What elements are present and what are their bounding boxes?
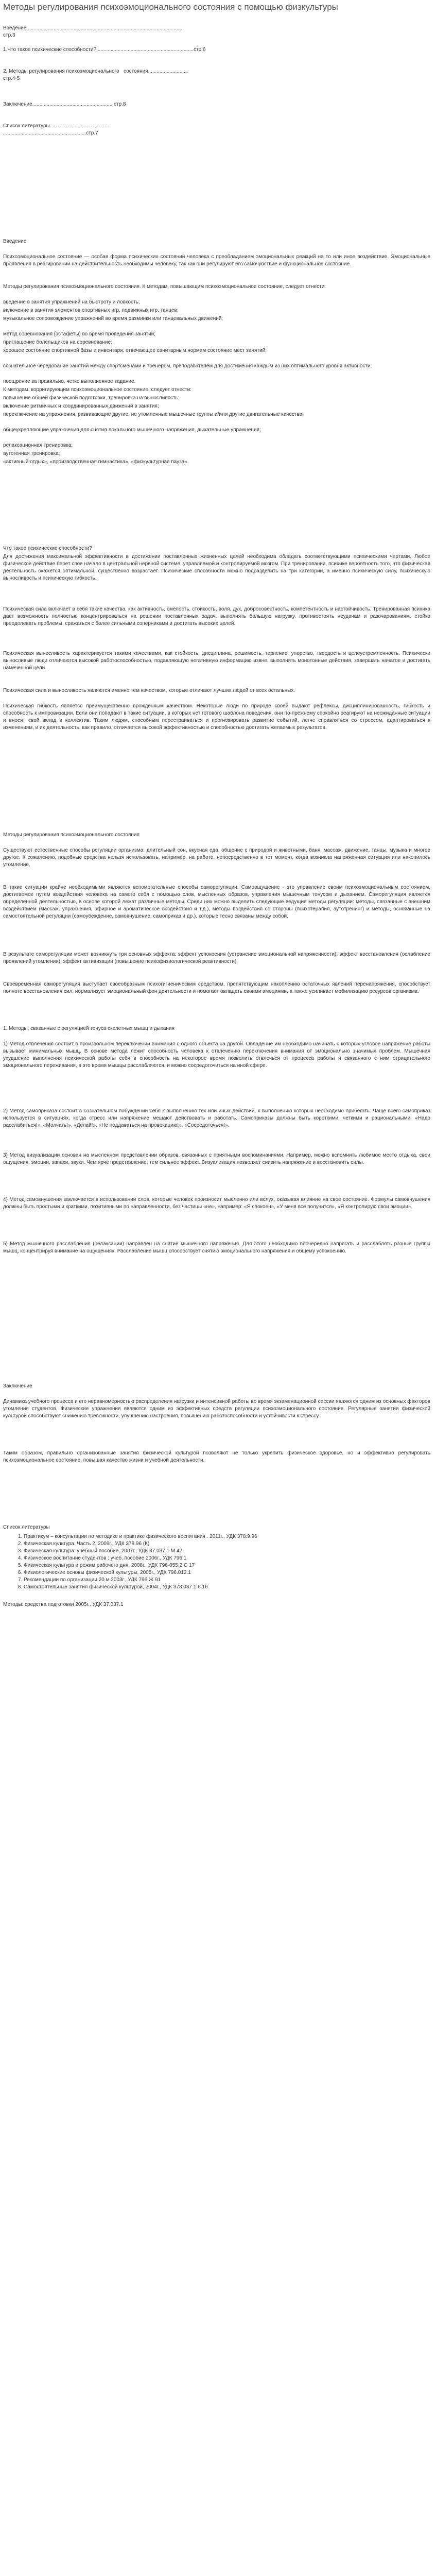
intro-list-item: релаксационная тренировка;	[3, 443, 73, 448]
intro-list-item: включение ритмичных и координированных движений в занятия;	[3, 403, 159, 409]
reference-item: 6. Физиологические основы физической культуры, 2005г., УДК 796.012.1	[24, 1569, 435, 1577]
intro-paragraph: К методам, корригирующим психоэмоциональное состояние, следует отнести:	[3, 387, 191, 393]
intro-list-item: метод соревнования (эстафеты) во время проведения занятий;	[3, 331, 156, 337]
reference-item: 1. Практикум – консультации по методике и практике физического воспитания . 2011г., УДК 378:9.96	[24, 1533, 435, 1540]
section-1-heading: Что такое психические способности?	[3, 546, 92, 551]
toc-item-1: 1.Что такое психические способности?....................................................................стр.6	[3, 47, 206, 53]
toc-references-page: ..........................................................стр.7	[3, 130, 98, 136]
section-1-paragraph: Психическая сила включает в себя такие качества, как активность, смелость, стойкость, воля, дух, добросовестность, компетентность и настойчивость. Тренированная психика дает возможность полностью концентрироваться на решении поставленных задач, выполнять большую нагрузку, противостоять неудачам и разочарованиям, стойко преодолевать проблемы, сражаться с более сильными соперниками и достигать высоких целей.	[3, 606, 430, 626]
reference-item: 8. Самостоятельные занятия физической культурой, 2004г., УДК 378.037.1.6.16	[24, 1584, 435, 1591]
reference-item: 4. Физическое воспитание студентов : учеб. пособие 2006г., УДК 796.1	[24, 1555, 435, 1562]
intro-list-item: включение в занятия элементов спортивных игр, подвижных игр, танцев;	[3, 308, 179, 313]
section-2-paragraph: В результате саморегуляции может возникнуть три основных эффекта: эффект успокоения (устранение эмоциональной напряженности); эффект восстановления (ослабление проявлений утомления); эффект активизации (повышение психофизиологической реактивности).	[3, 952, 430, 964]
section-2-paragraph: Существуют естественные способы регуляции организма: длительный сон, вкусная еда, общение с природой и животными, баня, массаж, движение, танцы, музыка и многое другое. К сожалению, подобные средства нельзя использовать, например, на работе, непосредственно в тот момент, когда возникла напряженная ситуация или накопилось утомление.	[3, 848, 430, 868]
section-2-paragraph: 4) Метод самовнушения заключается в использовании слов, которые человек произносит мысленно или вслух, оказывая влияние на свое состояние. Формулы самовнушения должны быть простыми и краткими, позитивными по направленности, без частицы «не», например: «Я спокоен», «У меня все получится», «Я контролирую свои эмоции».	[3, 1197, 430, 1210]
section-1-paragraph: Психическая сила и выносливость являются именно тем качеством, которые отличают лучших людей от всех остальных.	[3, 688, 295, 693]
intro-list-item: приглашение болельщиков на соревнование;	[3, 340, 112, 345]
toc-item-2-page: стр.4-5	[3, 76, 20, 81]
references-heading: Список литературы	[3, 1524, 50, 1530]
intro-list-item: сознательное чередование занятий между спортсменами и тренером, преподавателем для достижения каждым из них оптимального уровня активности;	[3, 363, 372, 369]
intro-list-item: музыкальное сопровождение упражнений во время разминки или танцевальных движений;	[3, 316, 223, 321]
intro-paragraph: Методы регулирования психоэмоционального состояния. К методам, повышающим психоэмоциональное состояние, следует отнести:	[3, 284, 326, 290]
section-2-heading: Методы регулирования психоэмоционального состояния	[3, 832, 139, 838]
document-title: Методы регулирования психоэмоционального состояния с помощью физкультуры	[3, 2, 338, 12]
section-2-paragraph: 3) Метод визуализации основан на мысленном представлении образов, связанных с приятными воспоминаниями. Например, можно вспомнить любимое место отдыха, свои ощущения, эмоции, запахи, звуки. Чем ярче представление, тем сильнее эффект. Визуализация позволяет снизить напряжение и восстановить силы.	[3, 1153, 430, 1165]
reference-item: 5. Физическая культура и режим рабочего дня, 2008г., УДК 796-055.2 С 17	[24, 1562, 435, 1569]
conclusion-paragraph: Динамика учебного процесса и его неравномерностью распределения нагрузки и интенсивной работы во время экзаменационной сессии являются одним из основных факторов утомления студентов. Физические упражнения являются одним из эффективных средств регуляции психоэмоционального состояния. Регулярные занятия физической культурой способствуют снижению тревожности, улучшению настроения, повышению работоспособности и устойчивости к стрессу.	[3, 1399, 430, 1419]
section-2-paragraph: Своевременная саморегуляция выступает своеобразным психогигиеническим средством, препятствующим накоплению остаточных явлений перенапряжения, способствует полноте восстановления сил, нормализует эмоциональный фон деятельности и помогает овладеть своими эмоциями, а также усиливает мобилизацию ресурсов организма.	[3, 981, 430, 994]
intro-list-item: аутогенная тренировка;	[3, 451, 60, 456]
section-1-paragraph: Психическая гибкость является преимущественно врожденным качеством. Некоторые люди по природе своей выдают рефлексы, дисциплинированность, гибкость и способность к импровизации. Если они попадают в такие ситуации, в которых нет готового шаблона поведения, они по-прежнему спокойно реагируют на неожиданные ситуации и вносят свой вклад в коллектив. Таким людям, способным перестраиваться и прогнозировать развитие событий, легче справляться со стрессом, адаптироваться к изменениям, и их деятельность, как правило, отличается высокой эффективностью и способностью достигать желаемых результатов.	[3, 703, 430, 731]
toc-references: Список литературы...........................................	[3, 123, 112, 129]
section-2-paragraph: 2) Метод самоприказа состоит в сознательном побуждении себя к выполнению тех или иных действий, к выполнению которых необходимо прибегать. Чаще всего самоприказ используется в ситуациях, когда стресс или напряжение мешают действовать и работать. Самоприказы должны быть короткими, четкими и рациональными: «Надо расслабиться!», «Молчать!», «Делай!», «Не поддаваться на провокацию!», «Сосредоточься!».	[3, 1108, 430, 1128]
intro-list-item: поощрение за правильно, четко выполненное задание.	[3, 379, 136, 384]
intro-list-item: «активный отдых», «производственная гимнастика», «физкультурная пауза».	[3, 459, 189, 465]
section-2-paragraph: 1) Метод отвлечения состоит в произвольном переключении внимания с одного объекта на другой. Овладение им необходимо начинать с которых угловое напряжение работы вызывает минимальных мышц. В основе метода лежит способность человека к отвлечению переключения внимания от эмоционально значимых проблем. Мышечная ухудшение выполнения психической работы себя в способность на некоторое время позволить отвлечься от процесса работы и связанного с ним отрицательного эмоционального переживания, в это время мышцы расслабляются, и можно сосредоточиться на иной сфере.	[3, 1041, 430, 1069]
intro-list-item: общеукрепляющие упражнения для снятия локального мышечного напряжения, дыхательные упражнения;	[3, 427, 261, 433]
toc-intro-page: стр.3	[3, 32, 15, 38]
section-2-paragraph: В такие ситуации крайне необходимыми являются вспомогательные способы саморегуляции. Самоощущение - это управление своим психоэмоциональным состоянием, достигаемое путем воздействия человека на самого себя с помощью слов, мысленных образов, управления мышечным тонусом и дыханием. Саморегуляция является определенной деятельностью, в основе которой лежат различные методы. Среди них можно выделить следующие ведущие методы регуляции: методы, связанные с внешним воздействием (массаж, упражнения, эфирное и ароматическое воздействия и т.д.), методы воздействия со стороны (психотерапия, аутотренинг) и методы, основанные на самостоятельной регуляции (самоубеждение, самовнушение, самоприказ и др.), которые тесно связаны между собой.	[3, 885, 430, 919]
reference-item: 2. Физическая культура. Часть 2, 2009г., УДК 378.96 (К)	[24, 1540, 435, 1548]
references-footer: Методы: средства подготовки 2005г., УДК 37.037.1	[3, 1602, 124, 1607]
toc-conclusion: Заключение.........................................................стр.8	[3, 101, 126, 107]
reference-item: 3. Физическая культура: учебный пособие, 2007г., УДК 37.037.1 М 42	[24, 1548, 435, 1555]
section-2-subheading: 1. Методы, связанные с регуляцией тонуса скелетных мышц и дыхания	[3, 1026, 175, 1031]
intro-list-item: повышение общей физической подготовки, тренировка на выносливость;	[3, 395, 180, 401]
conclusion-paragraph: Таким образом, правильно организованные занятия физической культурой позволяют не только укрепить физическое здоровье, но и эффективно регулировать психоэмоциональное состояние, повышая качество жизни и учебной деятельности.	[3, 1450, 430, 1463]
intro-paragraph: Психоэмоциональное состояние — особая форма психических состояний человека с преобладанием эмоциональных реакций на то или иное воздействие. Эмоциональные проявления в реагировании на действительность необходимы человеку, так как они регулируют его самочувствие и функциональное состояние.	[3, 254, 430, 267]
reference-item: 7. Рекомендации по организации 20.м.2003г., УДК 796 Ж 91	[24, 1577, 435, 1584]
toc-intro: Введение.............................................................................................................	[3, 25, 183, 31]
toc-item-2: 2. Методы регулирования психоэмоционального состояния............................	[3, 69, 188, 74]
section-1-paragraph: Для достижения максимальной эффективности в достижении поставленных жизненных целей необходима обладать соответствующими психическими чертами. Любое физическое действие берет свое начало в центральной нервной системе, управляемой и контролируемой мозгом. При тренировании, психике вероятность того, что физическая деятельность окажется оптимальной, существенно возрастает. Психические способности можно подразделить на три категории, а именно психическую силу, психическую выносливость и психическую гибкость.	[3, 554, 430, 581]
references-list	[3, 1533, 435, 1591]
intro-list-item: переключение на упражнения, развивающие другие, не утомленные мышечные группы и/или другие двигательные качества;	[3, 412, 304, 417]
conclusion-heading: Заключение	[3, 1383, 32, 1389]
section-2-paragraph: 5) Метод мышечного расслабления (релаксации) направлен на снятие мышечного напряжения. Для этого необходимо поочередно напрягать и расслаблять разные группы мышц, концентрируя внимание на ощущениях. Расслабление мышц способствует снятию эмоционального напряжения и общему успокоению.	[3, 1241, 430, 1254]
intro-list-item: введение в занятия упражнений на быстроту и ловкость;	[3, 299, 140, 305]
section-1-paragraph: Психическая выносливость характеризуется такими качествами, как стойкость, дисциплина, решимость, терпение, упорство, твердость и целеустремленность. Психически выносливые люди отличаются высокой работоспособностью, подавляющую негативную информацию извне, выполнять монотонные действия, завершать начатое и достигать намеченной цели.	[3, 651, 430, 671]
introduction-heading: Введение	[3, 239, 27, 244]
intro-list-item: хорошее состояние спортивной базы и инвентаря, отвечающее санитарным нормам состояние мест занятий;	[3, 348, 267, 353]
